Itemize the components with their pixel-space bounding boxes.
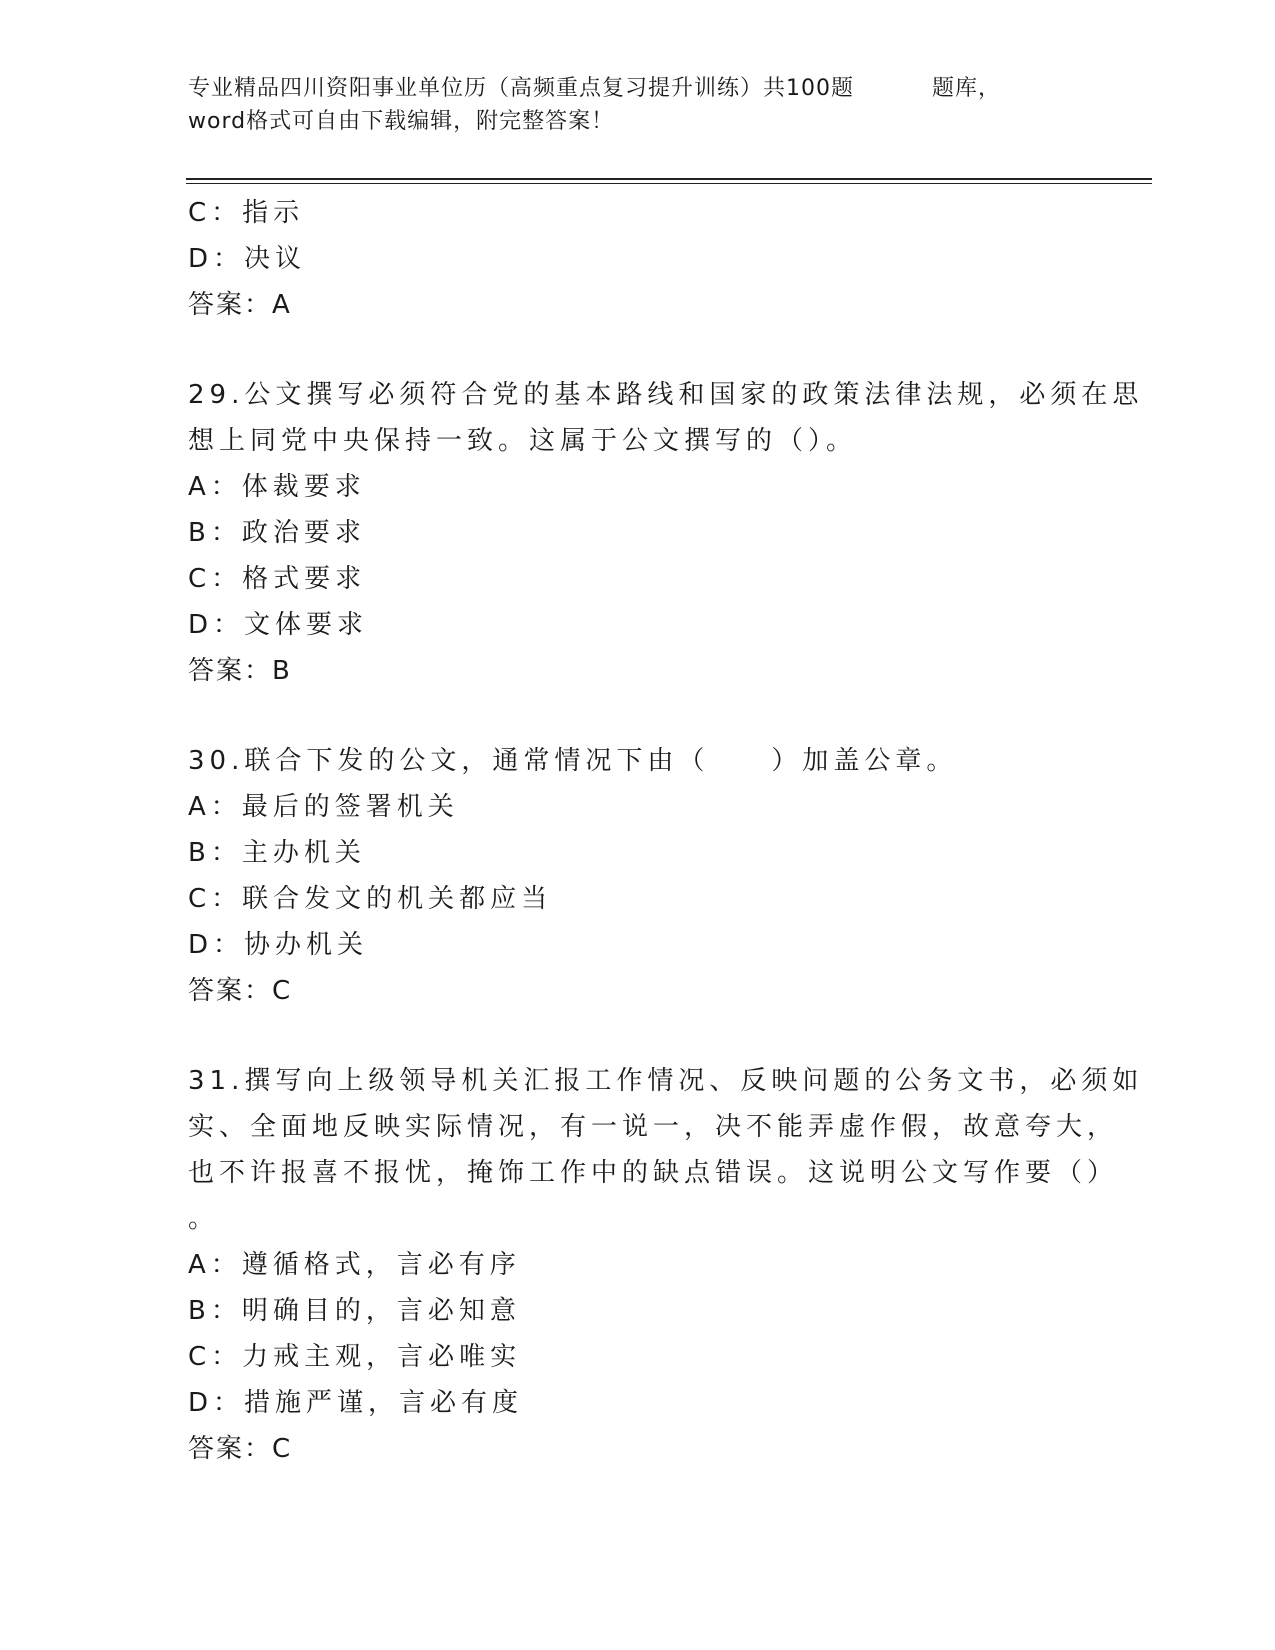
option-c: C：联合发文的机关都应当 [188, 884, 553, 914]
question-stem-line: 实、全面地反映实际情况，有一说一，决不能弄虚作假，故意夸大， [188, 1112, 1119, 1142]
answer-line: 答案：B [188, 656, 292, 686]
question-stem-line: 29.公文撰写必须符合党的基本路线和国家的政策法律法规，必须在思 [188, 380, 1144, 410]
header-line-1 [188, 72, 1068, 105]
option-c: C：力戒主观，言必唯实 [188, 1342, 522, 1372]
option-a: A：体裁要求 [188, 472, 366, 502]
option-d: D：协办机关 [188, 930, 369, 960]
document-header [188, 72, 1068, 138]
answer-line: 答案：A [188, 290, 292, 320]
option-b: B：政治要求 [188, 518, 366, 548]
option-c: C：格式要求 [188, 564, 367, 594]
previous-question-tail [188, 190, 1088, 328]
option-b: B：明确目的，言必知意 [188, 1296, 521, 1326]
header-divider-thick [186, 178, 1152, 180]
question-31 [188, 1058, 1144, 1472]
document-body [188, 190, 1144, 1472]
answer-line: 答案：C [188, 976, 293, 1006]
option-d: D：决议 [188, 244, 307, 274]
header-line-2: word格式可自由下载编辑，附完整答案！ [188, 109, 615, 134]
question-stem-line: 想上同党中央保持一致。这属于公文撰写的（）。 [188, 426, 858, 456]
option-a: A：最后的签署机关 [188, 792, 459, 822]
header-title: 专业精品四川资阳事业单位历（高频重点复习提升训练）共100题 [188, 76, 854, 101]
question-30 [188, 738, 1088, 1014]
option-d: D：文体要求 [188, 610, 369, 640]
question-29 [188, 372, 1144, 694]
header-divider-thin [186, 183, 1152, 184]
question-stem-line: 30.联合下发的公文，通常情况下由（ ）加盖公章。 [188, 746, 958, 776]
question-stem-line: 也不许报喜不报忧，掩饰工作中的缺点错误。这说明公文写作要（） [188, 1158, 1119, 1188]
header-title-tail: 题库， [932, 76, 1002, 101]
option-b: B：主办机关 [188, 838, 366, 868]
option-a: A：遵循格式，言必有序 [188, 1250, 521, 1280]
option-c: C：指示 [188, 198, 305, 228]
question-stem-line: 。 [188, 1204, 220, 1234]
option-d: D：措施严谨，言必有度 [188, 1388, 524, 1418]
question-stem-line: 31.撰写向上级领导机关汇报工作情况、反映问题的公务文书，必须如 [188, 1066, 1144, 1096]
answer-line: 答案：C [188, 1434, 293, 1464]
